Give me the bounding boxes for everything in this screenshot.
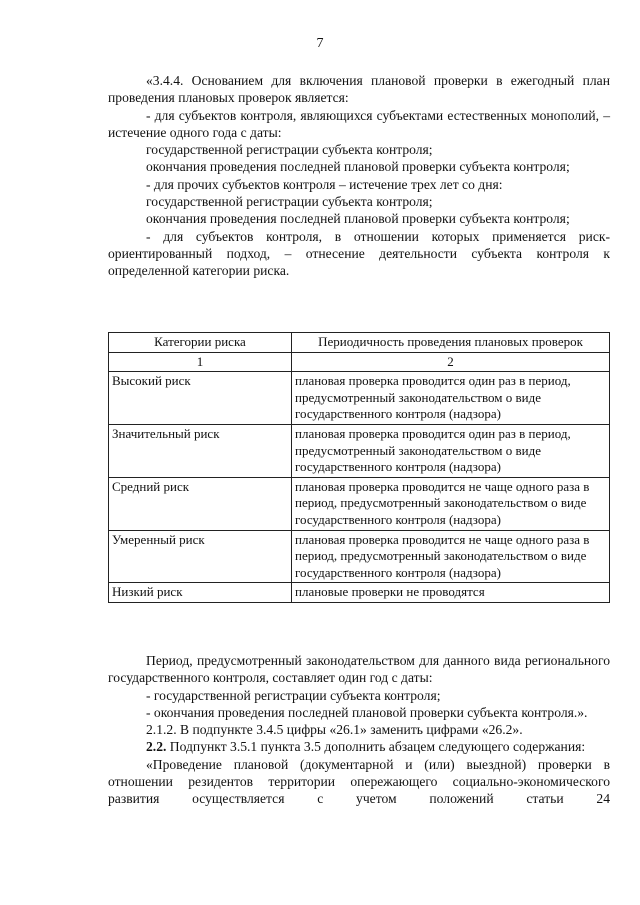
paragraph-state-registration-2: государственной регистрации субъекта контроля; [146, 194, 433, 210]
page-number: 7 [316, 36, 324, 51]
top-text [108, 72, 610, 280]
risk-category-cell: Средний риск [109, 477, 292, 530]
risk-category-table [108, 332, 610, 603]
table-number-row [109, 352, 610, 372]
table-row [109, 424, 610, 477]
risk-category-cell: Значительный риск [109, 424, 292, 477]
paragraph-period: Период, предусмотренный законодательством для данного вида регионального государственного контроля, составляет один год с даты: [108, 653, 610, 686]
header-risk-category: Категории риска [109, 333, 292, 353]
paragraph-3-4-4: «3.4.4. Основанием для включения плановой проверки в ежегодный план проведения плановых проверок является: [108, 73, 610, 106]
risk-category-cell: Умеренный риск [109, 530, 292, 583]
bottom-text [108, 652, 610, 808]
paragraph-ter-residents: «Проведение плановой (документарной и (или) выездной) проверки в отношении резидентов территории опережающего социально-экономического развития осуществляется с учетом положений статьи 24 [108, 756, 610, 807]
risk-category-cell: Высокий риск [109, 372, 292, 425]
frequency-cell: плановые проверки не проводятся [292, 583, 610, 603]
column-number-2: 2 [292, 352, 610, 372]
clause-text-2-2: Подпункт 3.5.1 пункта 3.5 дополнить абзацем следующего содержания: [166, 739, 586, 755]
clause-number-2-2: 2.2. [146, 739, 167, 755]
table-row [109, 583, 610, 603]
paragraph-state-registration-1: государственной регистрации субъекта контроля; [146, 142, 433, 158]
paragraph-2-2 [108, 738, 610, 755]
column-number-1: 1 [109, 352, 292, 372]
table-header-row [109, 333, 610, 353]
paragraph-other-subjects: - для прочих субъектов контроля – истечение трех лет со дня: [146, 176, 503, 192]
paragraph-last-inspection-2: окончания проведения последней плановой проверки субъекта контроля; [146, 211, 570, 227]
frequency-cell: плановая проверка проводится не чаще одного раза в период, предусмотренный законодательством о виде государственного контроля (надзора) [292, 530, 610, 583]
paragraph-last-inspection-3: - окончания проведения последней плановой проверки субъекта контроля.». [146, 704, 588, 720]
header-inspection-frequency: Периодичность проведения плановых проверок [292, 333, 610, 353]
frequency-cell: плановая проверка проводится не чаще одного раза в период, предусмотренный законодательством о виде государственного контроля (надзора) [292, 477, 610, 530]
frequency-cell: плановая проверка проводится один раз в период, предусмотренный законодательством о виде государственного контроля (надзора) [292, 372, 610, 425]
paragraph-2-1-2: 2.1.2. В подпункте 3.4.5 цифры «26.1» заменить цифрами «26.2». [146, 722, 523, 738]
paragraph-state-registration-3: - государственной регистрации субъекта контроля; [146, 687, 441, 703]
table-row [109, 477, 610, 530]
paragraph-risk-approach: - для субъектов контроля, в отношении которых применяется риск-ориентированный подход, – отнесение деятельности субъекта контроля к определенной категории риска. [108, 228, 610, 279]
table-row [109, 530, 610, 583]
paragraph-monopolies: - для субъектов контроля, являющихся субъектами естественных монополий, – истечение одного года с даты: [108, 107, 610, 140]
risk-category-cell: Низкий риск [109, 583, 292, 603]
table-row [109, 372, 610, 425]
paragraph-last-inspection-1: окончания проведения последней плановой проверки субъекта контроля; [146, 159, 570, 175]
frequency-cell: плановая проверка проводится один раз в период, предусмотренный законодательством о виде государственного контроля (надзора) [292, 424, 610, 477]
